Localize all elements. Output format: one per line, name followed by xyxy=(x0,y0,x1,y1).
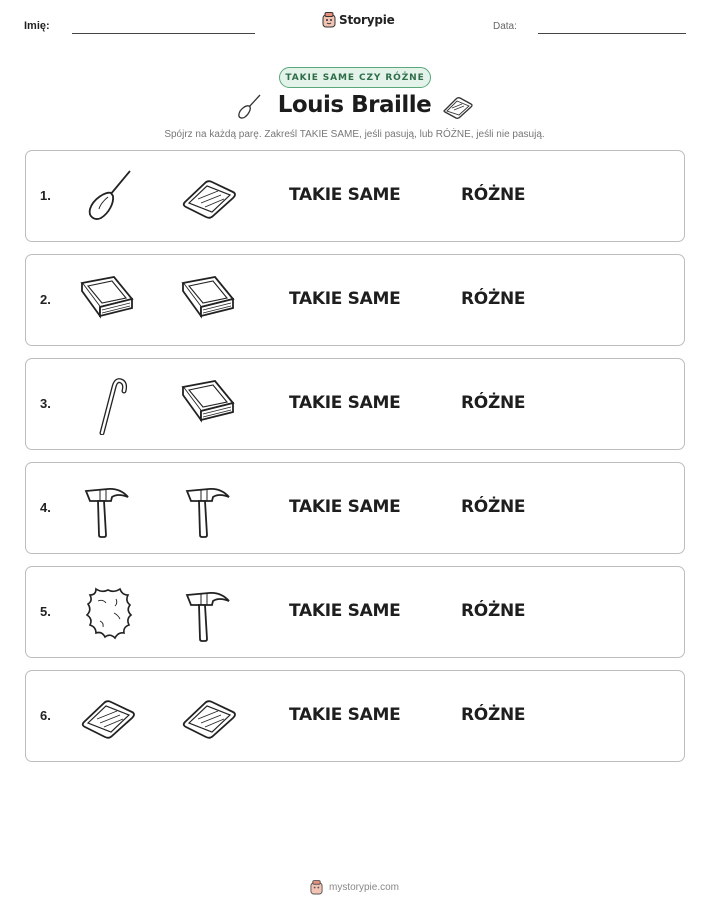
question-row-6 xyxy=(25,670,685,762)
option-different[interactable]: RÓŻNE xyxy=(461,601,526,621)
option-different[interactable]: RÓŻNE xyxy=(461,185,526,205)
hammer-icon xyxy=(78,479,138,539)
brand-name: Storypie xyxy=(339,13,395,27)
question-number: 4. xyxy=(40,500,51,515)
hammer-icon xyxy=(179,583,239,643)
question-number: 5. xyxy=(40,604,51,619)
slate-icon xyxy=(179,687,239,747)
date-input-line[interactable] xyxy=(538,33,686,34)
footer-url: mystorypie.com xyxy=(328,882,399,893)
mascot-icon xyxy=(322,12,336,28)
question-row-3 xyxy=(25,358,685,450)
option-different[interactable]: RÓŻNE xyxy=(461,497,526,517)
question-row-5 xyxy=(25,566,685,658)
worksheet-type-badge xyxy=(279,67,431,88)
slate-icon xyxy=(442,94,474,120)
question-number: 2. xyxy=(40,292,51,307)
question-row-4 xyxy=(25,462,685,554)
option-same[interactable]: TAKIE SAME xyxy=(289,185,401,205)
question-row-1 xyxy=(25,150,685,242)
book-icon xyxy=(179,271,239,331)
mascot-icon xyxy=(310,880,323,895)
leather-hide-icon xyxy=(78,583,138,643)
option-same[interactable]: TAKIE SAME xyxy=(289,601,401,621)
question-row-2 xyxy=(25,254,685,346)
question-number: 1. xyxy=(40,188,51,203)
name-input-line[interactable] xyxy=(72,33,255,34)
page-title: Louis Braille xyxy=(277,92,432,118)
option-same[interactable]: TAKIE SAME xyxy=(289,497,401,517)
instruction-text: Spójrz na każdą parę. Zakreśl TAKIE SAME, jeśli pasują, lub RÓŻNE, jeśli nie pasują. xyxy=(164,129,545,140)
option-different[interactable]: RÓŻNE xyxy=(461,393,526,413)
page-footer xyxy=(0,880,709,895)
date-label: Data: xyxy=(493,21,517,32)
badge-text: TAKIE SAME CZY RÓŻNE xyxy=(285,72,425,83)
book-icon xyxy=(78,271,138,331)
question-number: 3. xyxy=(40,396,51,411)
option-same[interactable]: TAKIE SAME xyxy=(289,705,401,725)
slate-icon xyxy=(78,687,138,747)
hammer-icon xyxy=(179,479,239,539)
slate-icon xyxy=(179,167,239,227)
cane-icon xyxy=(78,375,138,435)
option-different[interactable]: RÓŻNE xyxy=(461,289,526,309)
brand-logo xyxy=(322,12,395,28)
page-header xyxy=(0,0,709,50)
awl-icon xyxy=(78,167,138,227)
book-icon xyxy=(179,375,239,435)
option-different[interactable]: RÓŻNE xyxy=(461,705,526,725)
option-same[interactable]: TAKIE SAME xyxy=(289,289,401,309)
name-label: Imię: xyxy=(24,20,50,32)
option-same[interactable]: TAKIE SAME xyxy=(289,393,401,413)
question-number: 6. xyxy=(40,708,51,723)
